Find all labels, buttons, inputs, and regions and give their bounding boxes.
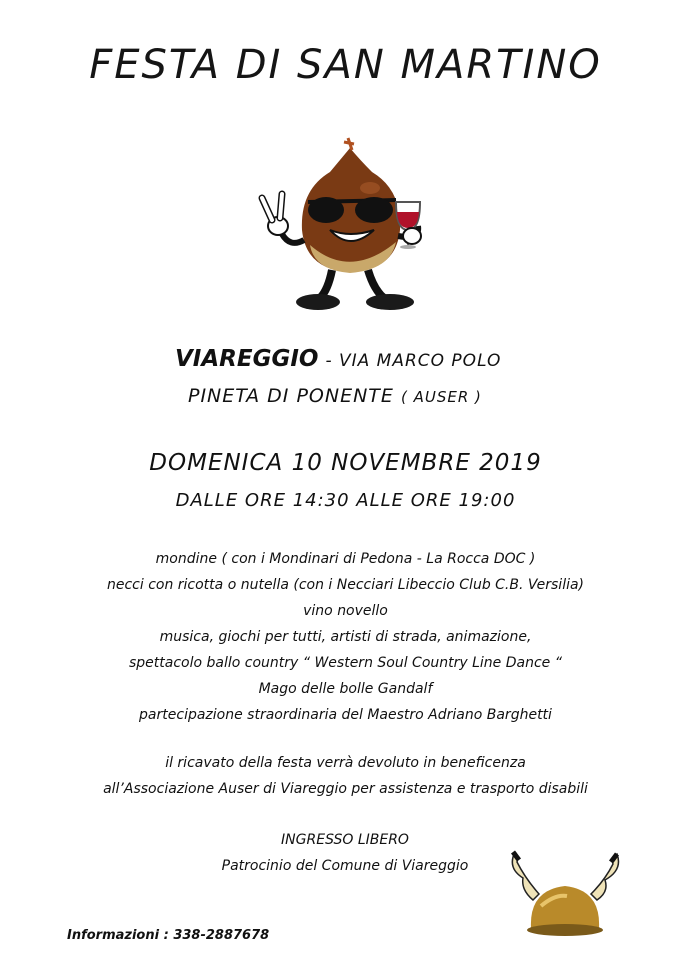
location-note: ( AUSER ): [400, 388, 482, 406]
program-item: spettacolo ballo country “ Western Soul Country Line Dance “: [128, 655, 562, 671]
location-city: VIAREGGIO: [175, 346, 319, 372]
location-line-2: [188, 385, 482, 407]
location-street: - VIA MARCO POLO: [325, 351, 502, 371]
chestnut-mascot-icon: [250, 130, 440, 320]
charity-line: all’Associazione Auser di Viareggio per assistenza e trasporto disabili: [103, 781, 588, 797]
entry-info: [180, 827, 510, 879]
sponsorship: Patrocinio del Comune di Viareggio: [221, 858, 469, 874]
event-hours: DALLE ORE 14:30 ALLE ORE 19:00: [175, 490, 516, 511]
free-entry: INGRESSO LIBERO: [281, 832, 409, 848]
charity-line: il ricavato della festa verrà devoluto in beneficenza: [165, 755, 526, 771]
contact-info: Informazioni : 338-2887678: [67, 928, 270, 943]
charity-note: [0, 750, 691, 802]
program-item: vino novello: [303, 603, 388, 619]
location-place: PINETA DI PONENTE: [188, 385, 394, 407]
program-item: necci con ricotta o nutella (con i Necciari Libeccio Club C.B. Versilia): [106, 577, 585, 593]
event-date: DOMENICA 10 NOVEMBRE 2019: [149, 450, 542, 476]
program-item: Mago delle bolle Gandalf: [258, 681, 433, 697]
viking-helmet-icon: [505, 850, 625, 945]
program-item: musica, giochi per tutti, artisti di strada, animazione,: [159, 629, 532, 645]
program-item: mondine ( con i Mondinari di Pedona - La Rocca DOC ): [155, 551, 536, 567]
program-list: [0, 546, 691, 728]
location-line-1: [175, 346, 501, 372]
page-title: FESTA DI SAN MARTINO: [89, 42, 602, 88]
program-item: partecipazione straordinaria del Maestro Adriano Barghetti: [139, 707, 552, 723]
